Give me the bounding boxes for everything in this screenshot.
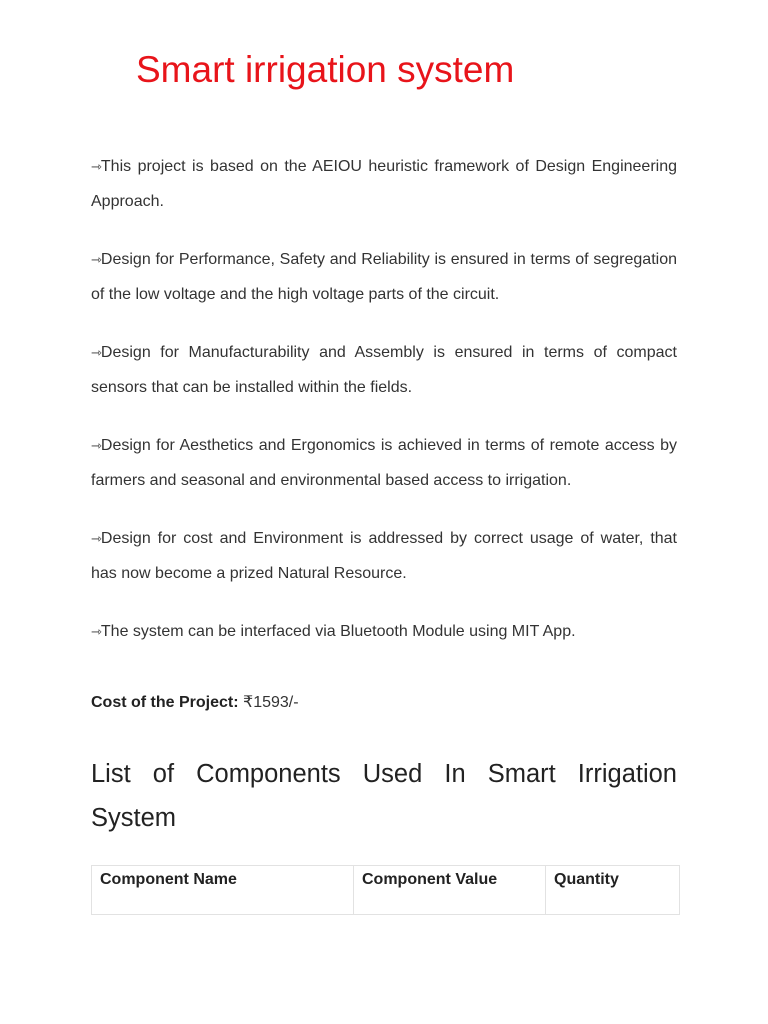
cost-label: Cost of the Project: — [91, 694, 239, 711]
arrow-icon: ⇾ — [91, 531, 101, 546]
components-table — [91, 865, 680, 915]
table-header-row — [92, 866, 680, 915]
paragraph-text: This project is based on the AEIOU heuristic framework of Design Engineering Approach. — [91, 158, 677, 210]
header-component-value: Component Value — [354, 866, 546, 915]
arrow-icon: ⇾ — [91, 252, 101, 267]
arrow-icon: ⇾ — [91, 159, 101, 174]
paragraph — [91, 150, 677, 219]
paragraph — [91, 615, 677, 650]
arrow-icon: ⇾ — [91, 624, 101, 639]
header-quantity: Quantity — [546, 866, 680, 915]
cost-value: ₹1593/- — [243, 694, 299, 711]
document-title: Smart irrigation system — [136, 49, 515, 90]
paragraph-text: Design for Manufacturability and Assembly is ensured in terms of compact sensors that can be installed within the fields. — [91, 344, 677, 396]
paragraph-text: The system can be interfaced via Bluetooth Module using MIT App. — [100, 623, 576, 640]
arrow-icon: ⇾ — [91, 345, 101, 360]
project-cost — [91, 688, 299, 718]
paragraph-list — [91, 150, 677, 674]
paragraph — [91, 336, 677, 405]
header-component-name: Component Name — [92, 866, 354, 915]
paragraph-text: Design for Performance, Safety and Reliability is ensured in terms of segregation of the low voltage and the high voltage parts of the circuit. — [91, 251, 677, 303]
components-heading: List of Components Used In Smart Irrigation System — [91, 760, 677, 832]
paragraph — [91, 522, 677, 591]
paragraph-text: Design for cost and Environment is addressed by correct usage of water, that has now become a prized Natural Resource. — [91, 530, 677, 582]
arrow-icon: ⇾ — [91, 438, 101, 453]
paragraph — [91, 429, 677, 498]
paragraph-text: Design for Aesthetics and Ergonomics is achieved in terms of remote access by farmers and seasonal and environmental based access to irrigation. — [91, 437, 677, 489]
paragraph — [91, 243, 677, 312]
